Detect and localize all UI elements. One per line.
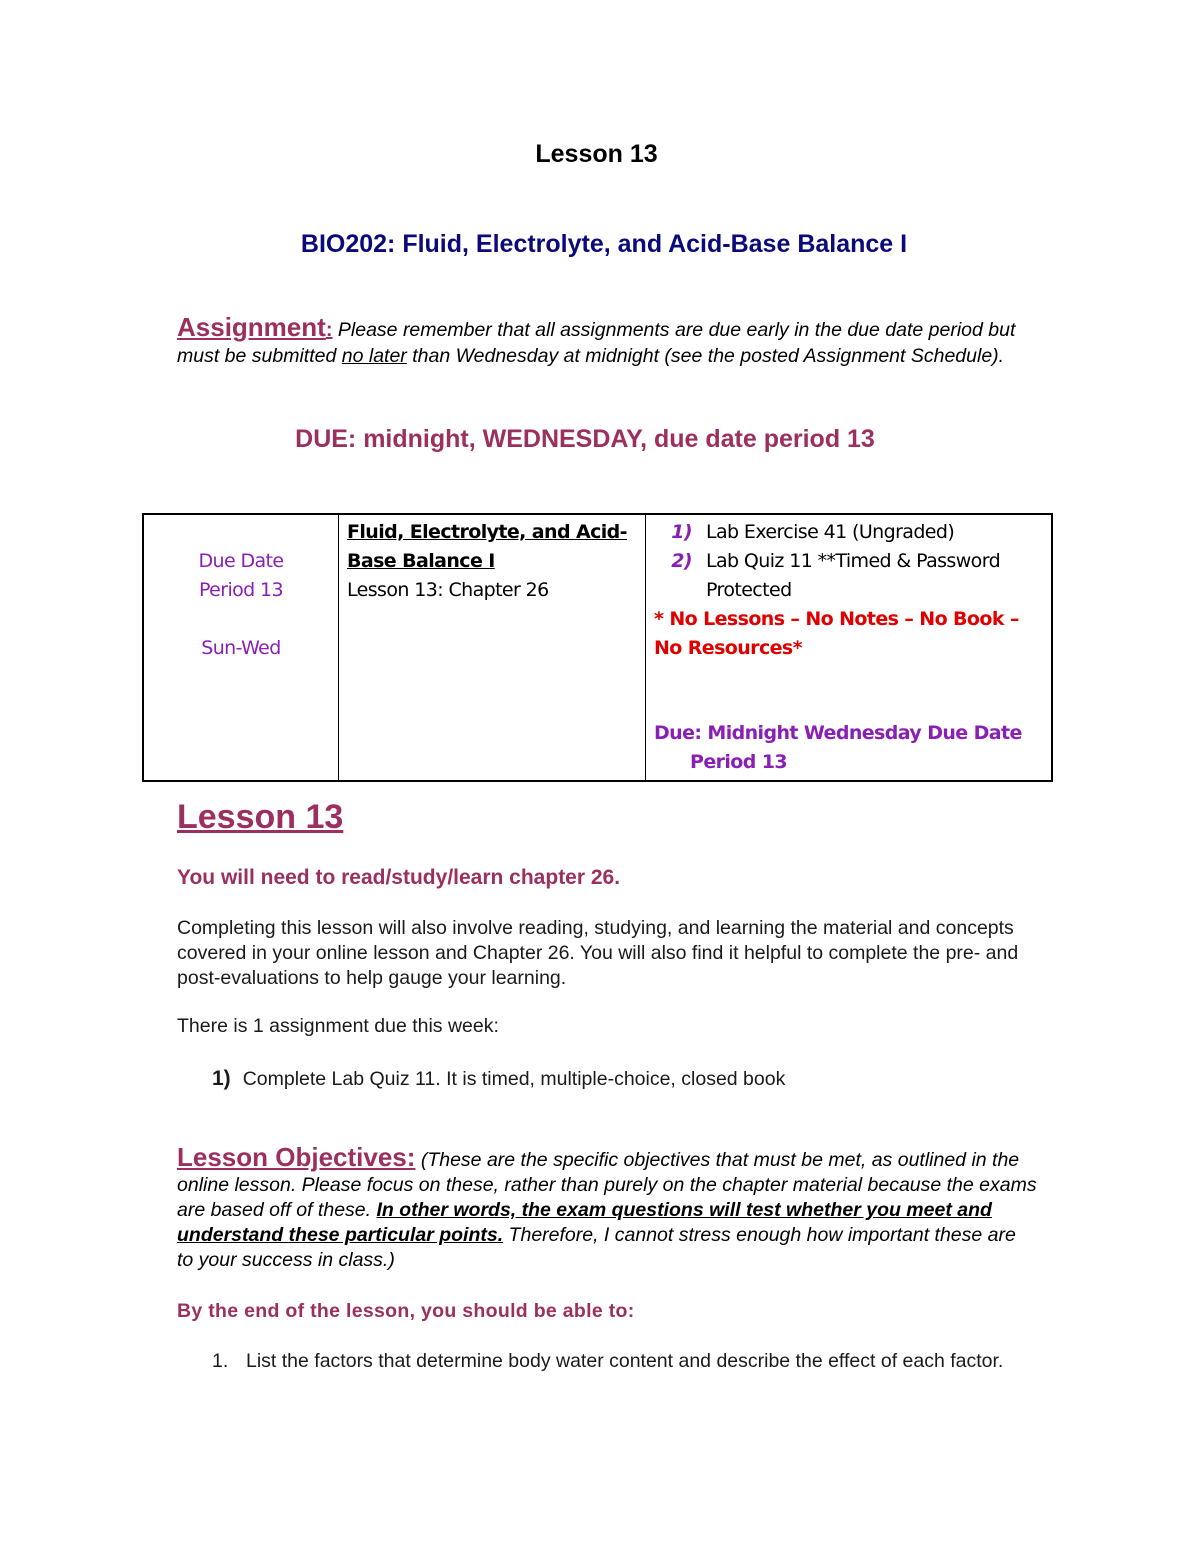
assignment-text-2: than Wednesday at midnight (see the posted Assignment Schedule). xyxy=(406,345,1005,367)
objective-number: 1. xyxy=(212,1350,229,1372)
list-item-number: 2) xyxy=(671,550,692,572)
assignment-text-1: Please remember that all assignments are due early in the due date period but must be submitted xyxy=(177,319,1016,367)
list-item-number: 1) xyxy=(671,521,692,543)
assignment-item xyxy=(212,1067,785,1091)
lesson-heading: Lesson 13 xyxy=(177,798,344,836)
schedule-table xyxy=(142,513,1053,782)
due-date-line-2: Period 13 xyxy=(198,579,284,601)
list-item xyxy=(654,518,1043,547)
assignment-underlined: no later xyxy=(341,345,407,367)
objective-text: List the factors that determine body water content and describe the effect of each factor. xyxy=(246,1350,1004,1372)
read-instruction: You will need to read/study/learn chapter 26. xyxy=(177,866,621,889)
objectives-label: Lesson Objectives: xyxy=(177,1142,416,1172)
topic-lesson: Lesson 13: Chapter 26 xyxy=(347,579,549,601)
objectives-text-2: Therefore, I cannot stress enough how important these are to your success in class.) xyxy=(177,1224,1016,1271)
objectives-text-1: (These are the specific objectives that must be met, as outlined in the online lesson. Please focus on these, rather than purely on the chapter material because the exams are based off of these. xyxy=(177,1149,1037,1221)
list-item-text: Lab Quiz 11 **Timed & Password Protected xyxy=(706,550,1001,601)
course-title: BIO202: Fluid, Electrolyte, and Acid-Base Balance I xyxy=(300,230,908,258)
list-item xyxy=(654,547,1043,605)
objective-item xyxy=(212,1349,1042,1374)
page-title: Lesson 13 xyxy=(535,140,658,168)
due-period: Period 13 xyxy=(690,751,788,773)
topic-cell xyxy=(339,514,646,781)
tasks-cell xyxy=(646,514,1053,781)
assignment-item-number: 1) xyxy=(212,1067,231,1090)
assignment-item-text: Complete Lab Quiz 11. It is timed, multiple-choice, closed book xyxy=(242,1068,786,1090)
topic-title: Fluid, Electrolyte, and Acid-Base Balance I xyxy=(347,521,627,572)
by-end-heading: By the end of the lesson, you should be able to: xyxy=(177,1300,635,1322)
assignments-intro: There is 1 assignment due this week: xyxy=(177,1015,499,1037)
list-item-text: Lab Exercise 41 (Ungraded) xyxy=(706,521,955,543)
due-line: DUE: midnight, WEDNESDAY, due date period 13 xyxy=(295,425,875,453)
due-midnight: Due: Midnight Wednesday Due Date xyxy=(654,722,1022,744)
assignment-colon: : xyxy=(325,319,333,341)
due-date-cell xyxy=(143,514,339,781)
objectives-emphasis: In other words, the exam questions will test whether you meet and understand these particular points. xyxy=(177,1199,992,1246)
due-date-line-1: Due Date xyxy=(198,550,284,572)
table-row xyxy=(143,514,1052,781)
assignment-note xyxy=(177,314,1037,369)
no-resources-warning: * No Lessons – No Notes – No Book – No Resources* xyxy=(654,608,1019,659)
assignment-label: Assignment xyxy=(177,312,326,342)
due-date-line-3: Sun-Wed xyxy=(201,637,281,659)
objectives-note xyxy=(177,1142,1037,1273)
lesson-paragraph: Completing this lesson will also involve reading, studying, and learning the material and concepts covered in your online lesson and Chapter 26. You will also find it helpful to complete the pre- and post-evaluations to help gauge your learning. xyxy=(177,917,1019,989)
